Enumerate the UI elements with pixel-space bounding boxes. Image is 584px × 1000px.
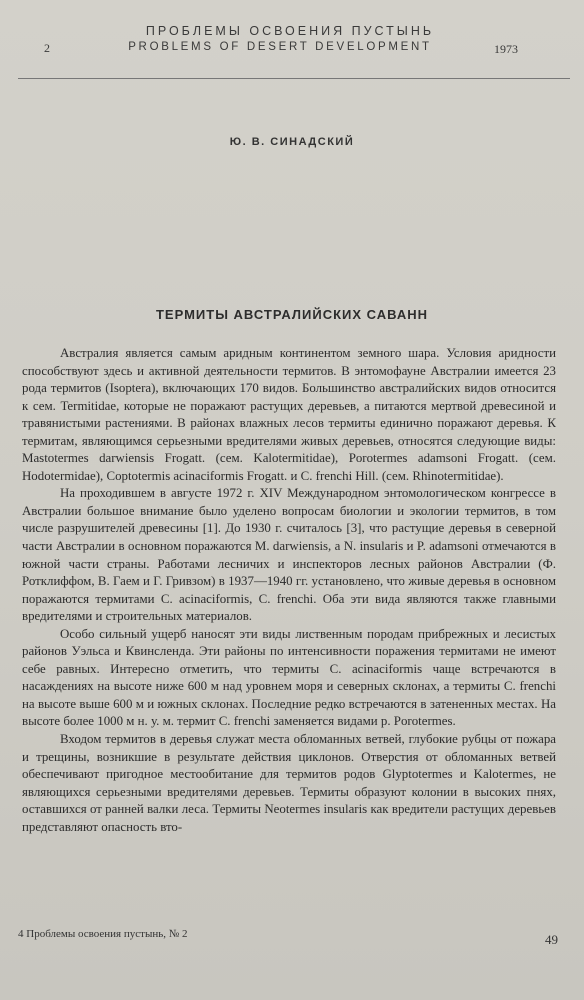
paragraph: Входом термитов в деревья служат места обломанных ветвей, глубокие рубцы от пожара и трещины, возникшие в результате действия циклонов. Отверстия от обломанных ветвей обеспечивают пригодное местообитание для термитов родов Glyptotermes и Kalotermes, не являющихся серьезными вредителями деревьев. Термиты образуют колонии в высоких пнях, оставшихся от ранней валки леса. Термиты Neotermes insularis как вредители растущих деревьев представляют опасность вто- (22, 732, 556, 834)
author-name: Ю. В. СИНАДСКИЙ (229, 136, 355, 148)
running-header (0, 16, 584, 66)
paragraph: Особо сильный ущерб наносят эти виды лиственным породам прибрежных и лесистых районов Уэльса и Квинсленда. Эти районы по интенсивности поражения термитами не имеют себе равных. Интересно отметить, что термиты C. acinaciformis чаще встречаются в насаждениях на высоте ниже 600 м над уровнем моря и северных склонах, а термиты C. frenchi на высоте выше 600 м и южных склонах. Последние редко встречаются в затененных местах. На высоте более 1000 м н. у. м. термит C. frenchi заменяется видами р. Porotermes. (22, 626, 556, 729)
publication-year: 1973 (494, 42, 518, 56)
footer-signature: 4 Проблемы освоения пустынь, № 2 (18, 928, 188, 940)
journal-title-en: PROBLEMS OF DESERT DEVELOPMENT (128, 41, 432, 53)
article-title: ТЕРМИТЫ АВСТРАЛИЙСКИХ САВАНН (155, 307, 429, 322)
page-number: 49 (545, 932, 558, 947)
paragraph: Австралия является самым аридным континентом земного шара. Условия аридности способствуют здесь и активной деятельности термитов. В энтомофауне Австралии имеется 23 рода термитов (Isoptera), включающих 170 видов. Большинство австралийских видов относится к сем. Termitidae, которые не поражают растущих деревьев, а питаются мертвой древесиной и травянистыми растениями. В районах влажных лесов термиты единично поражают деревья. К термитам, являющимся серьезными вредителями живых деревьев, относятся следующие виды: Mastotermes darwiensis Frogatt. (сем. Kalotermitidae), Porotermes adamsoni Frogatt. (сем. Hodotermidae), Coptotermis acinaciformis Frogatt. и C. frenchi Hill. (сем. Rhinotermitidae). (22, 346, 556, 483)
issue-number: 2 (44, 41, 50, 55)
header-rule (18, 78, 570, 79)
journal-title-ru: ПРОБЛЕМЫ ОСВОЕНИЯ ПУСТЫНЬ (145, 24, 435, 38)
page-footer (18, 928, 558, 948)
article-body (22, 345, 556, 836)
paragraph: На проходившем в августе 1972 г. XIV Международном энтомологическом конгрессе в Австралии большое внимание было уделено вопросам биологии и экологии термитов, в том числе разрушителей древесины [1]. До 1930 г. считалось [3], что растущие деревья в северной части Австралии в основном поражаются M. darwiensis, а N. insularis и P. adamsoni отмечаются в южной части страны. Работами лесничих и инспекторов лесных районов Австралии (Ф. Ротклиффом, В. Гаем и Г. Гривзом) в 1937—1940 гг. установлено, что живые деревья в основном поражаются термитами C. acinaciformis, C. frenchi. Оба эти вида являются также главными вредителями и строительных материалов. (22, 486, 556, 624)
